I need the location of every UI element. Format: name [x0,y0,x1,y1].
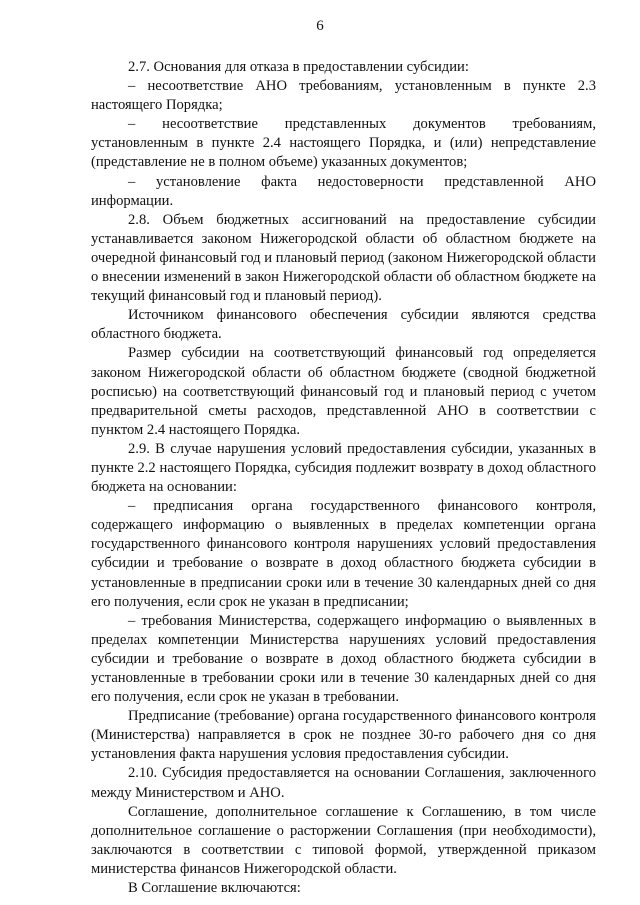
refusal-ground-list-item: – несоответствие АНО требованиям, установленным в пункте 2.3 настоящего Порядка; [91,78,596,114]
prescription-deadline-paragraph: Предписание (требование) органа государственного финансового контроля (Министерства) направляется в срок не позднее 30-го рабочего дня со дня установления факта нарушения условия предоставления субсидии. [91,708,596,763]
paragraph-2-10: 2.10. Субсидия предоставляется на основании Соглашения, заключенного между Министерством и АНО. [91,765,596,801]
paragraph-2-8: 2.8. Объем бюджетных ассигнований на предоставление субсидии устанавливается законом Нижегородской области об областном бюджете на очередной финансовый год и плановый период (законом Нижегородской области о внесении изменений в закон Нижегородской области об областном бюджете на текущий финансовый год и плановый период). [91,211,596,305]
return-basis-list-item: – требования Министерства, содержащего информацию о выявленных в пределах компетенции Министерства нарушениях условий предоставления субсидии и требование о возврате в доход областного бюджета субсидии в установленные в требовании сроки или в течение 30 календарных дней со дня его получения, если срок не указан в требовании. [91,612,596,706]
return-basis-list-item: – предписания органа государственного финансового контроля, содержащего информацию о выявленных в пределах компетенции органа государственного финансового контроля нарушениях условий предоставления субсидии и требование о возврате в доход областного бюджета субсидии в установленные в предписании сроки или в течение 30 календарных дней со дня его получения, если срок не указан в предписании; [91,498,596,610]
subsidy-size-paragraph: Размер субсидии на соответствующий финансовый год определяется законом Нижегородской области об областном бюджете (сводной бюджетной росписью) на соответствующий финансовый год и плановый период с учетом предварительной сметы расходов, представленной АНО в соответствии с пунктом 2.4 настоящего Порядка. [91,345,596,438]
funding-source-paragraph: Источником финансового обеспечения субсидии являются средства областного бюджета. [91,307,596,343]
page-number: 6 [316,18,324,34]
agreement-form-paragraph: Соглашение, дополнительное соглашение к Соглашению, в том числе дополнительное соглашение о расторжении Соглашения (при необходимости), заключаются в соответствии с типовой формой, утвержденной приказом министерства финансов Нижегородской области. [91,803,596,877]
paragraph-2-9: 2.9. В случае нарушения условий предоставления субсидии, указанных в пункте 2.2 настоящего Порядка, субсидия подлежит возврату в доход областного бюджета на основании: [91,440,596,496]
refusal-ground-list-item: – установление факта недостоверности представленной АНО информации. [91,173,596,209]
document-body [91,58,596,898]
paragraph-2-7-heading: 2.7. Основания для отказа в предоставлении субсидии: [128,59,469,75]
agreement-includes-paragraph: В Соглашение включаются: [128,880,301,897]
refusal-ground-list-item: – несоответствие представленных документов требованиям, установленным в пункте 2.4 настоящего Порядка, и (или) непредставление (представление не в полном объеме) указанных документов; [91,116,596,171]
